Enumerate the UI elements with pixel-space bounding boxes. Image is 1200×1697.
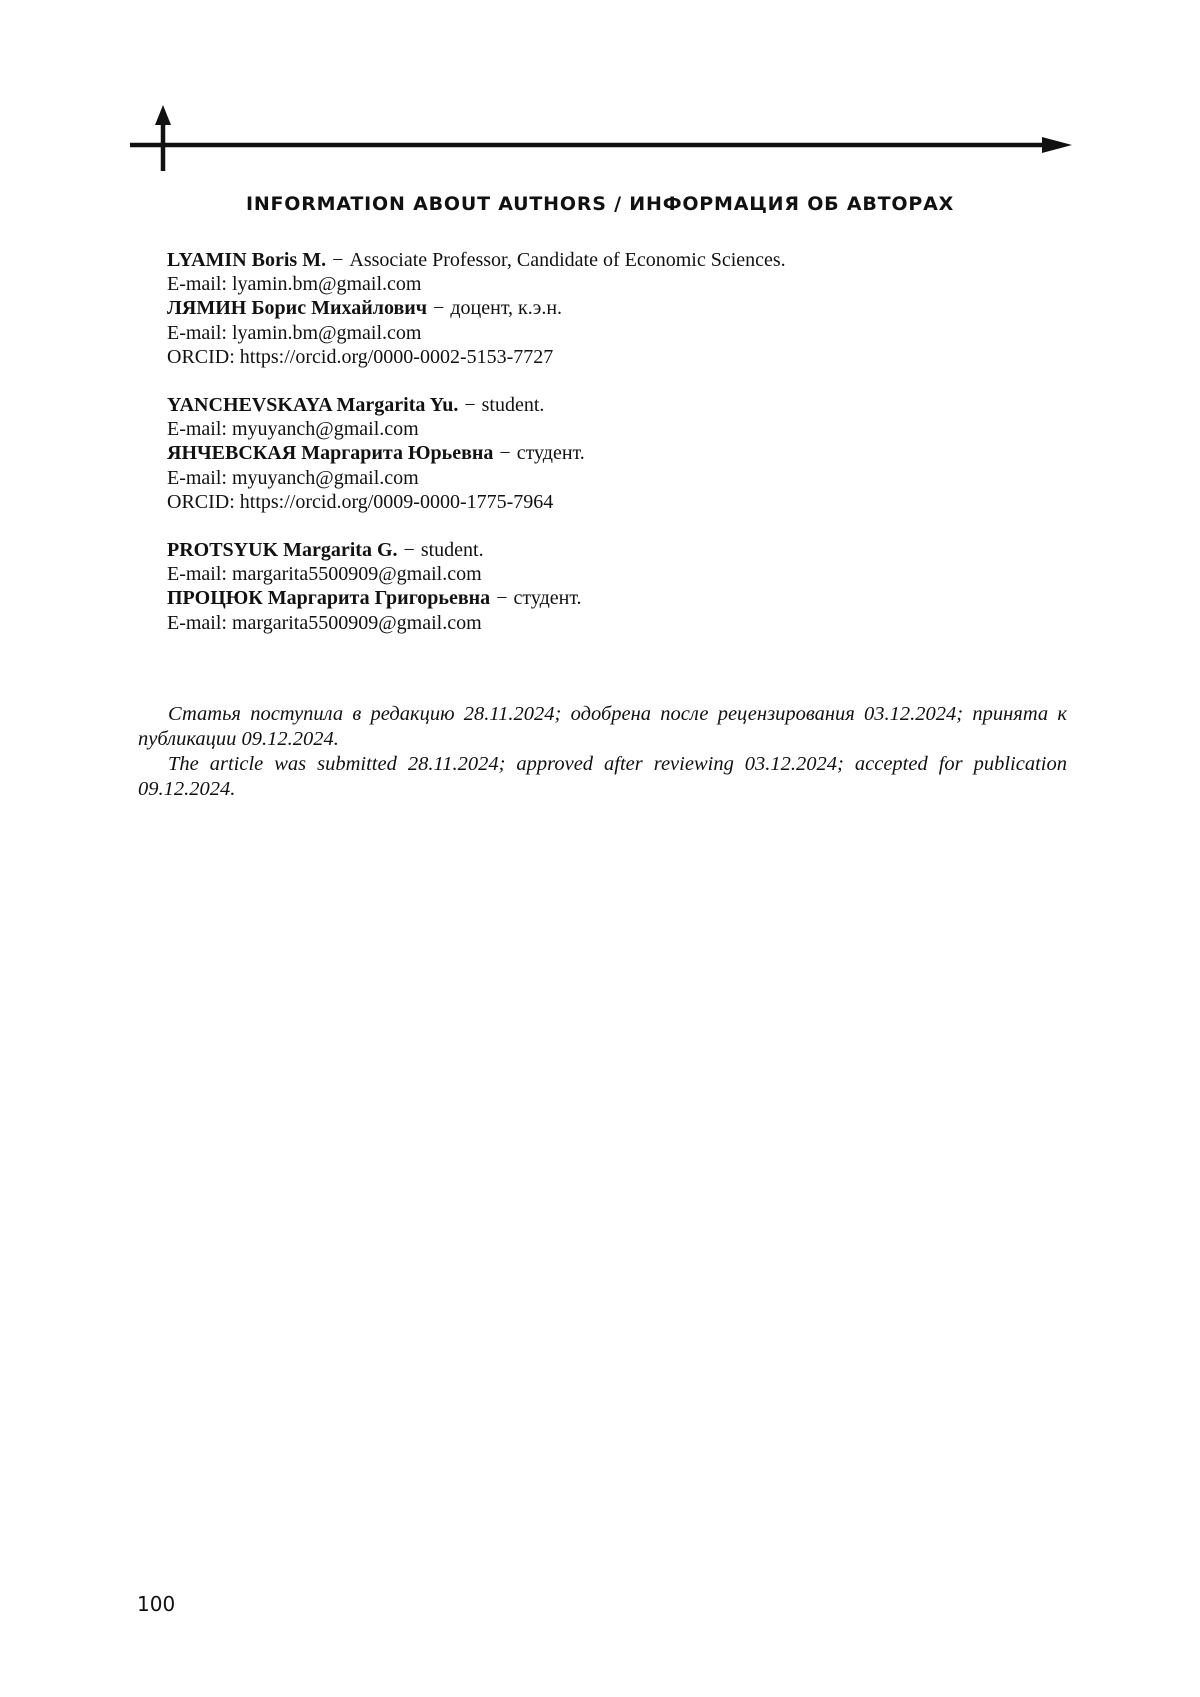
section-title: INFORMATION ABOUT AUTHORS / ИНФОРМАЦИЯ ОБ АВТОРАХ	[245, 193, 955, 215]
dash: −	[433, 297, 445, 320]
dash: −	[499, 442, 511, 465]
author-role-ru: студент.	[513, 587, 582, 610]
page-number: 100	[137, 1592, 176, 1616]
author-name-en: LYAMIN Boris M.	[167, 249, 327, 271]
header-arrow-rule	[130, 105, 1080, 175]
author-email-en: E-mail: myuyanch@gmail.com	[167, 418, 419, 441]
article-history-ru: Статья поступила в редакцию 28.11.2024; одобрена после рецензирования 03.12.2024; принята к публикации 09.12.2024.	[138, 703, 1067, 750]
author-block-lyamin	[167, 248, 1067, 369]
author-role-ru: студент.	[516, 442, 585, 465]
article-history-notes	[138, 702, 1067, 802]
authors-list	[167, 248, 1067, 659]
author-block-yanchevskaya	[167, 393, 1067, 514]
author-email-ru: E-mail: lyamin.bm@gmail.com	[167, 321, 422, 344]
author-email-en: E-mail: margarita5500909@gmail.com	[167, 563, 482, 586]
author-orcid: ORCID: https://orcid.org/0009-0000-1775-7964	[167, 490, 554, 513]
author-role-ru: доцент, к.э.н.	[450, 297, 563, 320]
author-name-en: YANCHEVSKAYA Margarita Yu.	[167, 394, 459, 417]
author-email-ru: E-mail: margarita5500909@gmail.com	[167, 611, 482, 634]
dash: −	[403, 539, 415, 562]
author-name-ru: ЛЯМИН Борис Михайлович	[167, 297, 428, 320]
dash: −	[464, 394, 476, 417]
author-name-ru: ПРОЦЮК Маргарита Григорьевна	[167, 587, 491, 610]
author-name-ru: ЯНЧЕВСКАЯ Маргарита Юрьевна	[167, 442, 494, 465]
author-orcid: ORCID: https://orcid.org/0000-0002-5153-7727	[167, 345, 554, 368]
article-history-en: The article was submitted 28.11.2024; approved after reviewing 03.12.2024; accepted for publication 09.12.2024.	[138, 753, 1067, 800]
author-role-en: student.	[420, 539, 484, 562]
author-role-en: Associate Professor, Candidate of Economic Sciences.	[349, 249, 786, 271]
author-role-en: student.	[481, 394, 545, 417]
author-email-en: E-mail: lyamin.bm@gmail.com	[167, 273, 422, 296]
author-name-en: PROTSYUK Margarita G.	[167, 539, 398, 562]
dash: −	[332, 249, 344, 271]
author-email-ru: E-mail: myuyanch@gmail.com	[167, 466, 419, 489]
author-block-protsyuk	[167, 538, 1067, 635]
dash: −	[496, 587, 508, 610]
